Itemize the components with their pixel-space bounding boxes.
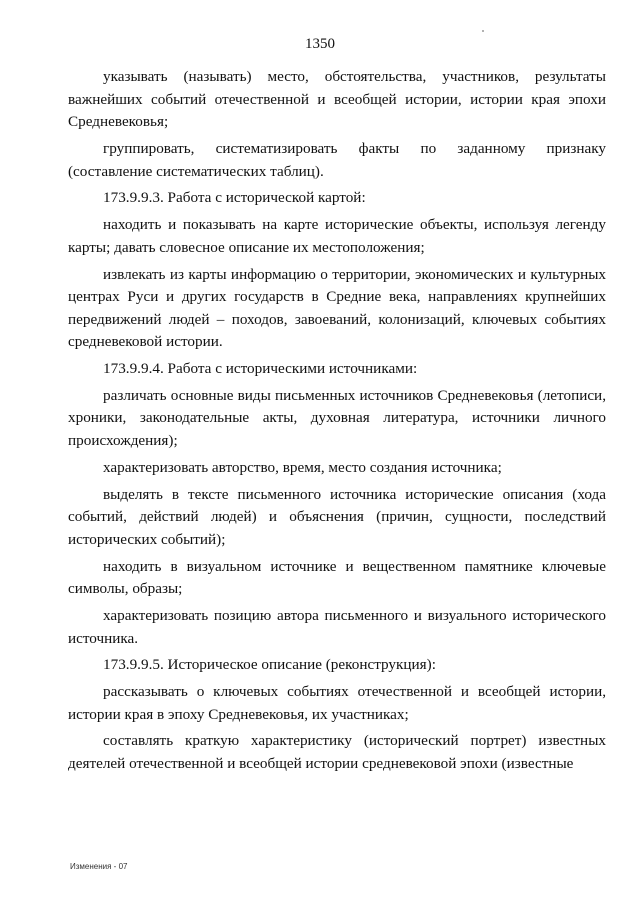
paragraph: характеризовать авторство, время, место создания источника; xyxy=(103,458,502,476)
page-number: 1350 xyxy=(305,36,335,52)
section-heading: 173.9.9.3. Работа с исторической картой: xyxy=(103,189,366,207)
paragraph: указывать (называть) место, обстоятельства, участников, результаты важнейших событий отечественной и всеобщей истории, истории края эпохи Средневековья; xyxy=(68,68,606,131)
section-heading: 173.9.9.5. Историческое описание (реконструкция): xyxy=(103,656,436,674)
paragraph: различать основные виды письменных источников Средневековья (летописи, хроники, законодательные акты, духовная литература, источники личного происхождения); xyxy=(68,386,606,450)
section-heading: 173.9.9.4. Работа с историческими источниками: xyxy=(103,360,418,378)
footer-note: Изменения - 07 xyxy=(70,862,128,871)
paragraph: составлять краткую характеристику (исторический портрет) известных деятелей отечественной и всеобщей истории средневековой эпохи (известные xyxy=(68,732,606,773)
paragraph: находить в визуальном источнике и вещественном памятнике ключевые символы, образы; xyxy=(68,557,606,598)
paragraph: рассказывать о ключевых событиях отечественной и всеобщей истории, истории края в эпоху Средневековья, их участниках; xyxy=(68,683,606,723)
document-body xyxy=(68,66,606,780)
scan-speck xyxy=(482,30,484,32)
paragraph: группировать, систематизировать факты по заданному признаку (составление систематических таблиц). xyxy=(68,139,606,180)
paragraph: находить и показывать на карте исторические объекты, используя легенду карты; давать словесное описание их местоположения; xyxy=(68,216,606,256)
paragraph: извлекать из карты информацию о территории, экономических и культурных центрах Руси и других государств в Средние века, направлениях крупнейших передвижений людей – походов, завоеваний, колонизаций, ключевых событиях средневековой истории. xyxy=(68,265,606,351)
paragraph: характеризовать позицию автора письменного и визуального исторического источника. xyxy=(68,606,606,647)
paragraph: выделять в тексте письменного источника исторические описания (хода событий, действий людей) и объяснения (причин, сущности, последствий исторических событий); xyxy=(68,485,606,548)
